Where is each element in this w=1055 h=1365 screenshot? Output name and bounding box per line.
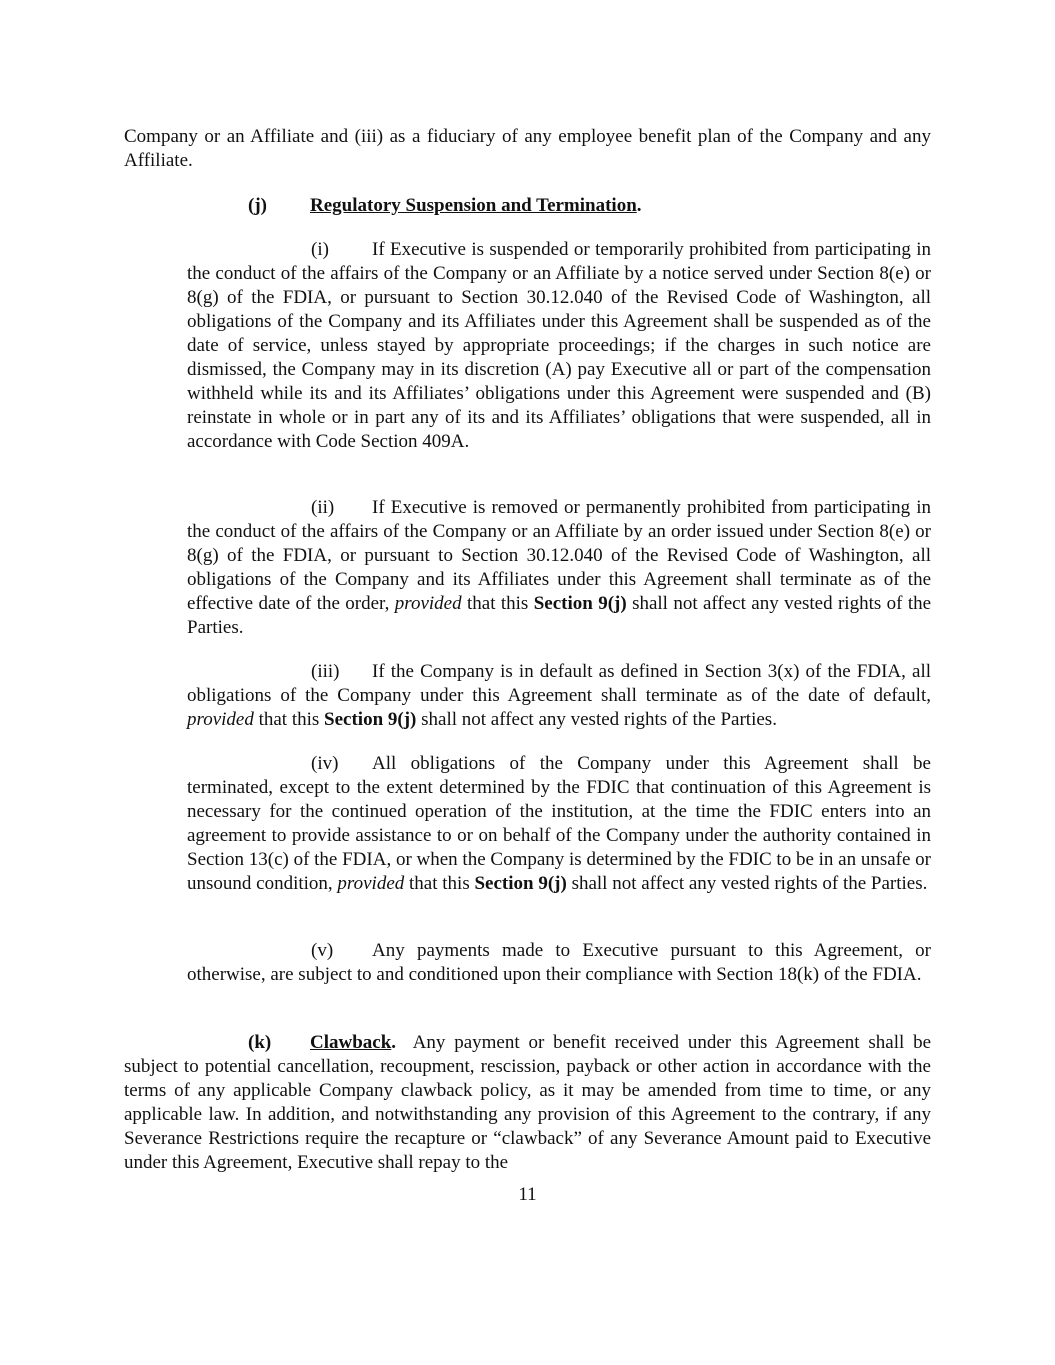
para-iv-number: (iv) <box>311 753 339 774</box>
section-j-heading: (j) Regulatory Suspension and Termination. <box>248 195 642 216</box>
para-iii-number: (iii) <box>311 661 340 682</box>
page-number: 11 <box>518 1184 537 1205</box>
para-ii-number: (ii) <box>311 497 335 518</box>
paragraph-j-iii: (iii) If the Company is in default as defined in Section 3(x) of the FDIA, all obligations of the Company under this Agreement shall terminate as of the date of default, provided that this Section 9(j) shall not affect any vested rights of the Parties. <box>187 661 931 730</box>
section-k-title: Clawback <box>310 1032 392 1053</box>
section-k-label: (k) <box>248 1032 272 1053</box>
section-ref: Section 9(j) <box>324 709 417 730</box>
para-v-number: (v) <box>311 940 334 961</box>
paragraph-j-v: (v) Any payments made to Executive pursuant to this Agreement, or otherwise, are subject to and conditioned upon their compliance with Section 18(k) of the FDIA. <box>187 940 931 985</box>
para-i-number: (i) <box>311 239 329 260</box>
section-j-label: (j) <box>248 195 267 216</box>
paragraph-j-ii: (ii) If Executive is removed or permanently prohibited from participating in the conduct of the affairs of the Company or an Affiliate by an order issued under Section 8(e) or 8(g) of the FDIA, or pursuant to Section 30.12.040 of the Revised Code of Washington, all obligations of the Company and its Affiliates under this Agreement shall terminate as of the effective date of the order, provided that this Section 9(j) shall not affect any vested rights of the Parties. <box>187 497 932 638</box>
section-ref: Section 9(j) <box>474 873 567 894</box>
section-ref: Section 9(j) <box>533 593 627 614</box>
section-k-paragraph: (k) Clawback. Any payment or benefit received under this Agreement shall be subject to potential cancellation, recoupment, rescission, payback or other action in accordance with the terms of any applicable Company clawback policy, as it may be amended from time to time, or any applicable law. In addition, and notwithstanding any provision of this Agreement to the contrary, if any Severance Restrictions require the recapture or “clawback” of any Severance Amount paid to Executive under this Agreement, Executive shall repay to the <box>124 1032 932 1173</box>
paragraph-j-iv: (iv) All obligations of the Company under this Agreement shall be terminated, except to the extent determined by the FDIC that continuation of this Agreement is necessary for the continued operation of the institution, at the time the FDIC enters into an agreement to provide assistance to or on behalf of the Company under the authority contained in Section 13(c) of the FDIA, or when the Company is determined by the FDIC to be in an unsafe or unsound condition, provided that this Section 9(j) shall not affect any vested rights of the Parties. <box>187 753 932 894</box>
paragraph-j-i: (i) If Executive is suspended or temporarily prohibited from participating in the conduct of the affairs of the Company or an Affiliate by a notice served under Section 8(e) or 8(g) of the FDIA, or pursuant to Section 30.12.040 of the Revised Code of Washington, all obligations of the Company and its Affiliates under this Agreement shall be suspended as of the date of service, unless stayed by appropriate proceedings; if the charges in such notice are dismissed, the Company may in its discretion (A) pay Executive all or part of the compensation withheld while its and its Affiliates’ obligations under this Agreement were suspended and (B) reinstate in whole or in part any of its and its Affiliates’ obligations that were suspended, all in accordance with Code Section 409A. <box>187 239 931 452</box>
section-j-title: Regulatory Suspension and Termination <box>310 195 637 216</box>
intro-paragraph: Company or an Affiliate and (iii) as a fiduciary of any employee benefit plan of the Company and any Affiliate. <box>124 126 931 171</box>
